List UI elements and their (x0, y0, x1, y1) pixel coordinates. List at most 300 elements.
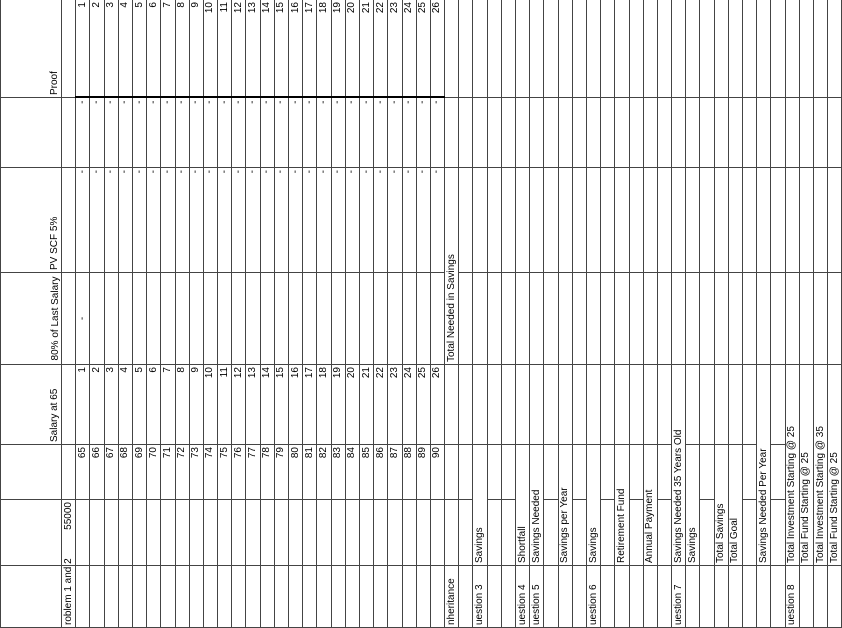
cell[interactable] (757, 168, 771, 273)
cell[interactable] (771, 273, 785, 365)
cell[interactable] (728, 98, 742, 168)
cell[interactable] (487, 365, 501, 445)
age-cell[interactable]: 68 (118, 445, 132, 500)
cell[interactable] (601, 98, 615, 168)
cell[interactable] (104, 500, 118, 566)
age-cell[interactable]: 80 (289, 445, 303, 500)
eighty-cell[interactable]: - (402, 168, 416, 273)
cell[interactable] (317, 566, 331, 628)
proof-cell[interactable]: 4 (118, 0, 132, 98)
cell[interactable] (430, 566, 444, 628)
eighty-cell[interactable]: - (359, 168, 373, 273)
year-index-cell[interactable]: 10 (203, 365, 217, 445)
proof-cell[interactable]: 18 (317, 0, 331, 98)
row-text[interactable] (771, 500, 785, 566)
eighty-cell[interactable]: - (76, 168, 90, 273)
cell[interactable] (728, 0, 742, 98)
row-text[interactable]: Savings Needed 35 Years Old (672, 365, 686, 566)
row-text[interactable]: Total Goal (728, 445, 742, 566)
cell[interactable] (374, 500, 388, 566)
salary-cell[interactable] (388, 273, 402, 365)
cell[interactable] (785, 168, 799, 273)
salary-header[interactable]: Salary at 65 (1, 365, 62, 445)
salary-cell[interactable] (175, 273, 189, 365)
cell[interactable] (558, 0, 572, 98)
age-cell[interactable]: 76 (232, 445, 246, 500)
eighty-cell[interactable]: - (175, 168, 189, 273)
cell[interactable] (813, 98, 827, 168)
eighty-cell[interactable]: - (147, 168, 161, 273)
cell[interactable] (473, 168, 487, 273)
cell[interactable] (175, 500, 189, 566)
cell[interactable] (76, 566, 90, 628)
cell[interactable] (629, 273, 643, 365)
row-text[interactable]: Total Savings (714, 445, 728, 566)
cell[interactable] (118, 500, 132, 566)
age-cell[interactable]: 69 (132, 445, 146, 500)
cell[interactable] (218, 500, 232, 566)
cell[interactable] (118, 566, 132, 628)
proof-cell[interactable]: 24 (402, 0, 416, 98)
cell[interactable] (828, 98, 842, 168)
age-cell[interactable]: 72 (175, 445, 189, 500)
eighty-cell[interactable]: - (260, 168, 274, 273)
cell[interactable] (530, 98, 544, 168)
pv-cell[interactable]: - (317, 98, 331, 168)
cell[interactable] (445, 445, 459, 500)
pv-cell[interactable]: - (175, 98, 189, 168)
age-cell[interactable]: 73 (189, 445, 203, 500)
cell[interactable] (643, 0, 657, 98)
cell[interactable] (416, 566, 430, 628)
year-index-cell[interactable]: 17 (303, 365, 317, 445)
year-index-cell[interactable]: 13 (246, 365, 260, 445)
cell[interactable] (757, 273, 771, 365)
cell[interactable] (459, 445, 473, 500)
cell[interactable] (175, 566, 189, 628)
eighty-cell[interactable]: - (118, 168, 132, 273)
pv-cell[interactable]: - (232, 98, 246, 168)
salary-cell[interactable] (430, 273, 444, 365)
eighty-cell[interactable]: - (331, 168, 345, 273)
age-cell[interactable]: 75 (218, 445, 232, 500)
proof-cell[interactable]: 6 (147, 0, 161, 98)
question-label[interactable] (813, 566, 827, 628)
question-label[interactable] (828, 566, 842, 628)
proof-cell[interactable]: 26 (430, 0, 444, 98)
cell[interactable] (586, 168, 600, 273)
cell[interactable] (544, 168, 558, 273)
salary-cell[interactable] (189, 273, 203, 365)
row-text[interactable]: Annual Payment (643, 445, 657, 566)
eighty-cell[interactable]: - (189, 168, 203, 273)
question-label[interactable]: uestion 3 (473, 566, 487, 628)
cell[interactable] (501, 98, 515, 168)
cell[interactable] (672, 168, 686, 273)
cell[interactable] (530, 273, 544, 365)
question-label[interactable] (728, 566, 742, 628)
proof-cell[interactable]: 10 (203, 0, 217, 98)
cell[interactable] (516, 168, 530, 273)
salary-cell[interactable] (218, 273, 232, 365)
pv-cell[interactable]: - (345, 98, 359, 168)
age-cell[interactable]: 67 (104, 445, 118, 500)
cell[interactable] (657, 365, 671, 445)
cell[interactable] (104, 566, 118, 628)
cell[interactable] (743, 365, 757, 445)
cell[interactable] (629, 365, 643, 445)
cell[interactable] (445, 365, 459, 445)
cell[interactable] (388, 500, 402, 566)
age-cell[interactable]: 78 (260, 445, 274, 500)
proof-cell[interactable]: 11 (218, 0, 232, 98)
salary-cell[interactable] (274, 273, 288, 365)
cell[interactable] (771, 365, 785, 445)
question-label[interactable] (686, 566, 700, 628)
cell[interactable] (530, 168, 544, 273)
cell[interactable] (586, 98, 600, 168)
eighty-cell[interactable]: - (430, 168, 444, 273)
cell[interactable] (714, 168, 728, 273)
eighty-cell[interactable]: - (374, 168, 388, 273)
cell[interactable] (714, 98, 728, 168)
total-needed-label[interactable]: Total Needed in Savings (445, 168, 459, 365)
salary-cell[interactable] (118, 273, 132, 365)
row-text[interactable] (487, 500, 501, 566)
cell[interactable] (657, 273, 671, 365)
proof-cell[interactable]: 14 (260, 0, 274, 98)
cell[interactable] (516, 273, 530, 365)
cell[interactable] (544, 98, 558, 168)
cell[interactable] (700, 273, 714, 365)
eighty-cell[interactable]: - (416, 168, 430, 273)
cell[interactable] (189, 566, 203, 628)
pv-cell[interactable]: - (260, 98, 274, 168)
cell[interactable] (260, 566, 274, 628)
proof-cell[interactable]: 19 (331, 0, 345, 98)
cell[interactable] (501, 445, 515, 500)
proof-cell[interactable]: 3 (104, 0, 118, 98)
cell[interactable] (771, 168, 785, 273)
proof-cell[interactable]: 21 (359, 0, 373, 98)
age-cell[interactable]: 79 (274, 445, 288, 500)
eighty-cell[interactable]: - (289, 168, 303, 273)
age-cell[interactable]: 74 (203, 445, 217, 500)
cell[interactable] (76, 500, 90, 566)
age-cell[interactable]: 71 (161, 445, 175, 500)
eighty-cell[interactable]: - (274, 168, 288, 273)
cell[interactable] (785, 0, 799, 98)
cell[interactable] (530, 365, 544, 445)
cell[interactable] (572, 445, 586, 500)
question-label[interactable] (757, 566, 771, 628)
col-b-header[interactable] (1, 500, 62, 566)
cell[interactable] (785, 273, 799, 365)
cell[interactable] (516, 0, 530, 98)
cell[interactable] (246, 500, 260, 566)
cell[interactable] (743, 445, 757, 500)
cell[interactable] (643, 273, 657, 365)
pv-cell[interactable]: - (76, 98, 90, 168)
row-text[interactable]: Savings per Year (558, 445, 572, 566)
year-index-cell[interactable]: 9 (189, 365, 203, 445)
cell[interactable] (586, 365, 600, 445)
salary-cell[interactable] (246, 273, 260, 365)
cell[interactable] (501, 273, 515, 365)
question-label[interactable]: uestion 5 (530, 566, 544, 628)
cell[interactable] (657, 98, 671, 168)
proof-cell[interactable]: 1 (76, 0, 90, 98)
row-text[interactable] (629, 500, 643, 566)
cell[interactable] (700, 445, 714, 500)
cell[interactable] (615, 365, 629, 445)
question-label[interactable]: uestion 4 (516, 566, 530, 628)
age-cell[interactable]: 65 (76, 445, 90, 500)
cell[interactable] (544, 0, 558, 98)
cell[interactable] (274, 566, 288, 628)
row-text[interactable]: Total Investment Starting @ 25 (785, 365, 799, 566)
pv-cell[interactable]: - (203, 98, 217, 168)
question-label[interactable] (487, 566, 501, 628)
pv-cell[interactable]: - (289, 98, 303, 168)
row-text[interactable] (459, 500, 473, 566)
cell[interactable] (501, 0, 515, 98)
question-label[interactable]: uestion 8 (785, 566, 799, 628)
cell[interactable] (161, 566, 175, 628)
salary-cell[interactable] (331, 273, 345, 365)
cell[interactable] (572, 98, 586, 168)
proof-cell[interactable]: 25 (416, 0, 430, 98)
row-text[interactable] (501, 500, 515, 566)
cell[interactable] (147, 566, 161, 628)
proof-cell[interactable]: 8 (175, 0, 189, 98)
eighty-cell[interactable]: - (388, 168, 402, 273)
salary-cell[interactable] (203, 273, 217, 365)
salary-cell[interactable] (132, 273, 146, 365)
cell[interactable] (487, 273, 501, 365)
cell[interactable] (757, 0, 771, 98)
question-label[interactable] (743, 566, 757, 628)
cell[interactable] (686, 0, 700, 98)
proof-cell[interactable]: 9 (189, 0, 203, 98)
age-cell[interactable]: 83 (331, 445, 345, 500)
age-cell[interactable]: 87 (388, 445, 402, 500)
cell[interactable] (90, 566, 104, 628)
cell[interactable] (728, 168, 742, 273)
pv-cell[interactable]: - (331, 98, 345, 168)
pv-cell[interactable]: - (104, 98, 118, 168)
cell[interactable] (445, 0, 459, 98)
proof-cell[interactable]: 12 (232, 0, 246, 98)
year-index-cell[interactable]: 25 (416, 365, 430, 445)
cell[interactable] (743, 273, 757, 365)
proof-cell[interactable]: 22 (374, 0, 388, 98)
cell[interactable] (799, 168, 813, 273)
col-a-header[interactable] (1, 566, 62, 628)
cell[interactable] (657, 445, 671, 500)
row-text[interactable]: Savings Needed Per Year (757, 365, 771, 566)
cell[interactable] (289, 500, 303, 566)
cell[interactable] (700, 0, 714, 98)
salary-cell[interactable] (289, 273, 303, 365)
row-text[interactable] (544, 500, 558, 566)
cell[interactable] (643, 98, 657, 168)
year-index-cell[interactable]: 20 (345, 365, 359, 445)
age-cell[interactable]: 66 (90, 445, 104, 500)
cell[interactable] (501, 365, 515, 445)
cell[interactable] (430, 500, 444, 566)
cell[interactable] (487, 168, 501, 273)
cell[interactable] (260, 500, 274, 566)
year-index-cell[interactable]: 18 (317, 365, 331, 445)
cell[interactable] (771, 98, 785, 168)
year-index-cell[interactable]: 8 (175, 365, 189, 445)
salary-cell[interactable] (232, 273, 246, 365)
cell[interactable] (728, 365, 742, 445)
salary-cell[interactable] (260, 273, 274, 365)
cell[interactable] (813, 168, 827, 273)
row-text[interactable] (572, 500, 586, 566)
cell[interactable] (473, 0, 487, 98)
cell[interactable] (672, 98, 686, 168)
cell[interactable] (289, 566, 303, 628)
age-cell[interactable]: 86 (374, 445, 388, 500)
row-text[interactable]: Total Fund Starting @ 25 (799, 365, 813, 566)
pv-cell[interactable]: - (402, 98, 416, 168)
year-index-cell[interactable]: 15 (274, 365, 288, 445)
cell[interactable] (700, 365, 714, 445)
cell[interactable] (672, 0, 686, 98)
proof-header[interactable]: Proof (1, 0, 62, 98)
cell[interactable] (615, 273, 629, 365)
pv-cell[interactable]: - (161, 98, 175, 168)
cell[interactable] (601, 273, 615, 365)
cell[interactable] (813, 0, 827, 98)
cell[interactable] (359, 500, 373, 566)
cell[interactable] (785, 98, 799, 168)
cell[interactable] (601, 445, 615, 500)
cell[interactable] (161, 500, 175, 566)
cell[interactable] (700, 98, 714, 168)
age-cell[interactable]: 90 (430, 445, 444, 500)
cell[interactable] (615, 0, 629, 98)
cell[interactable] (303, 566, 317, 628)
row-text[interactable]: Total Investment Starting @ 35 (813, 365, 827, 566)
cell[interactable] (700, 168, 714, 273)
cell[interactable] (743, 168, 757, 273)
year-index-cell[interactable]: 16 (289, 365, 303, 445)
cell[interactable] (558, 168, 572, 273)
cell[interactable] (558, 98, 572, 168)
cell[interactable] (629, 0, 643, 98)
year-index-cell[interactable]: 26 (430, 365, 444, 445)
pv-cell[interactable]: - (374, 98, 388, 168)
question-label[interactable] (459, 566, 473, 628)
proof-cell[interactable]: 7 (161, 0, 175, 98)
cell[interactable] (714, 0, 728, 98)
cell[interactable] (714, 365, 728, 445)
year-index-cell[interactable]: 22 (374, 365, 388, 445)
salary-cell[interactable] (345, 273, 359, 365)
cell[interactable] (246, 566, 260, 628)
cell[interactable] (90, 500, 104, 566)
eighty-cell[interactable]: - (232, 168, 246, 273)
age-cell[interactable]: 88 (402, 445, 416, 500)
year-index-cell[interactable]: 5 (132, 365, 146, 445)
cell[interactable] (686, 168, 700, 273)
cell[interactable] (615, 168, 629, 273)
cell[interactable] (345, 500, 359, 566)
cell[interactable] (203, 566, 217, 628)
empty-header[interactable] (1, 98, 62, 168)
salary-cell[interactable] (147, 273, 161, 365)
salary-cell[interactable] (359, 273, 373, 365)
question-label[interactable] (572, 566, 586, 628)
year-index-cell[interactable]: 7 (161, 365, 175, 445)
cell[interactable] (629, 168, 643, 273)
cell[interactable] (203, 500, 217, 566)
pv-cell[interactable]: - (189, 98, 203, 168)
cell[interactable] (544, 445, 558, 500)
cell[interactable] (473, 98, 487, 168)
cell[interactable] (601, 0, 615, 98)
year-index-cell[interactable]: 24 (402, 365, 416, 445)
cell[interactable] (586, 273, 600, 365)
pv-cell[interactable]: - (132, 98, 146, 168)
cell[interactable] (629, 98, 643, 168)
cell[interactable] (828, 273, 842, 365)
salary-cell[interactable] (374, 273, 388, 365)
proof-cell[interactable]: 17 (303, 0, 317, 98)
question-label[interactable] (700, 566, 714, 628)
age-cell[interactable]: 82 (317, 445, 331, 500)
cell[interactable] (601, 168, 615, 273)
cell[interactable] (657, 168, 671, 273)
cell[interactable] (572, 365, 586, 445)
cell[interactable] (303, 500, 317, 566)
eighty-percent-header[interactable]: 80% of Last Salary (1, 273, 62, 365)
question-label[interactable] (544, 566, 558, 628)
year-index-cell[interactable]: 1 (76, 365, 90, 445)
cell[interactable] (799, 0, 813, 98)
proof-cell[interactable]: 16 (289, 0, 303, 98)
cell[interactable] (317, 500, 331, 566)
cell[interactable] (714, 273, 728, 365)
pv-cell[interactable]: - (303, 98, 317, 168)
cell[interactable] (331, 566, 345, 628)
cell[interactable] (558, 273, 572, 365)
row-text[interactable]: Total Fund Starting @ 25 (828, 365, 842, 566)
year-index-cell[interactable]: 19 (331, 365, 345, 445)
cell[interactable] (629, 445, 643, 500)
row-text[interactable] (657, 500, 671, 566)
cell[interactable] (374, 566, 388, 628)
eighty-cell[interactable]: - (246, 168, 260, 273)
cell[interactable] (359, 566, 373, 628)
cell[interactable] (274, 500, 288, 566)
question-label[interactable] (714, 566, 728, 628)
cell[interactable] (544, 365, 558, 445)
row-text[interactable] (743, 500, 757, 566)
pv-cell[interactable]: - (388, 98, 402, 168)
year-index-cell[interactable]: 14 (260, 365, 274, 445)
eighty-cell[interactable]: - (90, 168, 104, 273)
pv-cell[interactable]: - (246, 98, 260, 168)
cell[interactable] (445, 500, 459, 566)
age-cell[interactable]: 89 (416, 445, 430, 500)
row-text[interactable] (700, 500, 714, 566)
cell[interactable] (459, 98, 473, 168)
